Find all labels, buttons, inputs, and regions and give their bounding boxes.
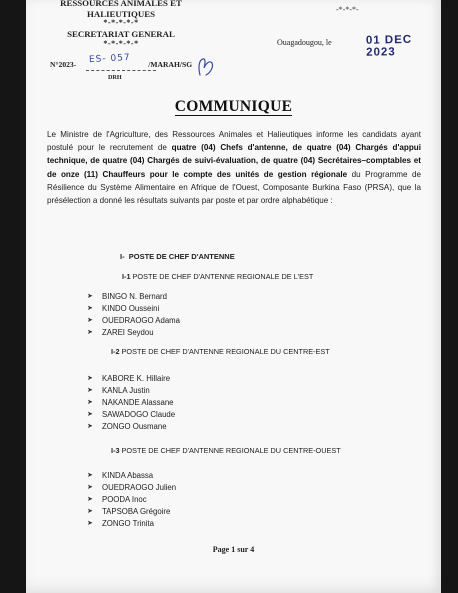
date-stamp: 01 DEC 2023 bbox=[365, 33, 413, 59]
subsection-label: POSTE DE CHEF D'ANTENNE REGIONALE DU CENTRE-EST bbox=[121, 347, 330, 356]
list-item: ➤ OUEDRAOGO Adama bbox=[87, 315, 180, 325]
section-heading bbox=[120, 252, 235, 261]
arrow-bullet-icon: ➤ bbox=[87, 304, 93, 312]
arrow-bullet-icon: ➤ bbox=[87, 495, 93, 503]
body-conclusion: du Programme de Résilience du Système Alimentaire en Afrique de l'Ouest, Composante Burkina Faso (PRSA), que la présélection a donné les résultats suivants par poste et par ordre alphabétique : bbox=[47, 169, 422, 206]
list-item: ➤ TAPSOBA Grégoire bbox=[87, 506, 171, 516]
list-item: ➤ ZAREI Seydou bbox=[87, 327, 154, 337]
candidate-list bbox=[87, 470, 176, 530]
list-item: ➤ BINGO N. Bernard bbox=[87, 292, 167, 301]
arrow-bullet-icon: ➤ bbox=[87, 410, 93, 418]
header-stars-2: *-*-*-*-* bbox=[103, 38, 139, 48]
secretariat-label: SECRETARIAT GENERAL bbox=[67, 29, 175, 39]
arrow-bullet-icon: ➤ bbox=[87, 398, 93, 406]
ministry-header bbox=[26, 0, 216, 48]
subsection-label: POSTE DE CHEF D'ANTENNE REGIONALE DE L'EST bbox=[132, 272, 314, 281]
arrow-bullet-icon: ➤ bbox=[87, 293, 93, 300]
section-number: I- bbox=[120, 252, 125, 261]
candidate-list bbox=[87, 373, 175, 433]
arrow-bullet-icon: ➤ bbox=[87, 472, 93, 479]
directorate-label: DRH bbox=[108, 74, 122, 81]
communique-body bbox=[47, 128, 421, 207]
section-label: POSTE DE CHEF D'ANTENNE bbox=[128, 252, 235, 261]
header-right-stars: -*-*-*- bbox=[336, 5, 359, 14]
reference-handwritten: ES- 057 bbox=[88, 52, 131, 66]
list-item: ➤ KANLA Justin bbox=[87, 385, 150, 395]
candidate-list bbox=[87, 291, 180, 339]
header-stars-1: *-*-*-*-* bbox=[103, 18, 139, 27]
arrow-bullet-icon: ➤ bbox=[87, 507, 93, 515]
subsection-heading bbox=[111, 446, 341, 455]
subsection-heading bbox=[111, 347, 330, 356]
subsection-number: I-1 bbox=[122, 272, 131, 281]
arrow-bullet-icon: ➤ bbox=[87, 328, 93, 336]
reference-underline bbox=[86, 70, 156, 71]
list-item: ➤ POODA Inoc bbox=[87, 494, 147, 504]
arrow-bullet-icon: ➤ bbox=[87, 375, 93, 382]
page-title: COMMUNIQUE bbox=[174, 98, 293, 115]
ministry-line-2: HALIEUTIQUES bbox=[87, 8, 155, 19]
list-item: ➤ SAWADOGO Claude bbox=[87, 409, 176, 419]
body-intro: Le Ministre de l'Agriculture, des Ressources Animales et Halieutiques informe les candidats ayant postulé pour le recrutement de bbox=[47, 130, 421, 153]
page-number: Page 1 sur 4 bbox=[212, 545, 255, 554]
subsection-number: I-2 bbox=[111, 347, 120, 356]
list-item: ➤ OUEDRAOGO Julien bbox=[87, 482, 177, 492]
arrow-bullet-icon: ➤ bbox=[87, 316, 93, 324]
date-place: Ouagadougou, le bbox=[277, 38, 332, 47]
subsection-label: POSTE DE CHEF D'ANTENNE REGIONALE DU CENTRE-OUEST bbox=[121, 446, 341, 455]
body-positions: quatre (04) Chefs d'antenne, de quatre (04) Chargés d'appui technique, de quatre (04) Chargés de suivi-évaluation, de quatre (04) Secrétaires–comptables et de onze (11) Chauffeurs pour le compte des unités de gestion régionale bbox=[47, 143, 422, 179]
document-page bbox=[26, 0, 441, 593]
list-item: ➤ KINDA Abassa bbox=[87, 471, 154, 480]
arrow-bullet-icon: ➤ bbox=[87, 483, 93, 491]
ministry-line-1: RESSOURCES ANIMALES ET bbox=[60, 0, 182, 8]
subsection-number: I-3 bbox=[111, 446, 120, 455]
list-item: ➤ NAKANDE Alassane bbox=[87, 397, 174, 407]
arrow-bullet-icon: ➤ bbox=[87, 386, 93, 394]
reference-suffix: /MARAH/SG bbox=[148, 60, 193, 69]
list-item: ➤ ZONGO Ousmane bbox=[87, 421, 167, 431]
list-item: ➤ ZONGO Trinita bbox=[87, 518, 154, 528]
list-item: ➤ KABORE K. Hillaire bbox=[87, 374, 171, 383]
subsection-heading bbox=[122, 272, 313, 281]
handwritten-initial-icon bbox=[196, 55, 216, 79]
list-item: ➤ KINDO Ousseini bbox=[87, 303, 160, 313]
arrow-bullet-icon: ➤ bbox=[87, 519, 93, 527]
reference-prefix: N°2023- bbox=[50, 60, 77, 69]
arrow-bullet-icon: ➤ bbox=[87, 422, 93, 430]
